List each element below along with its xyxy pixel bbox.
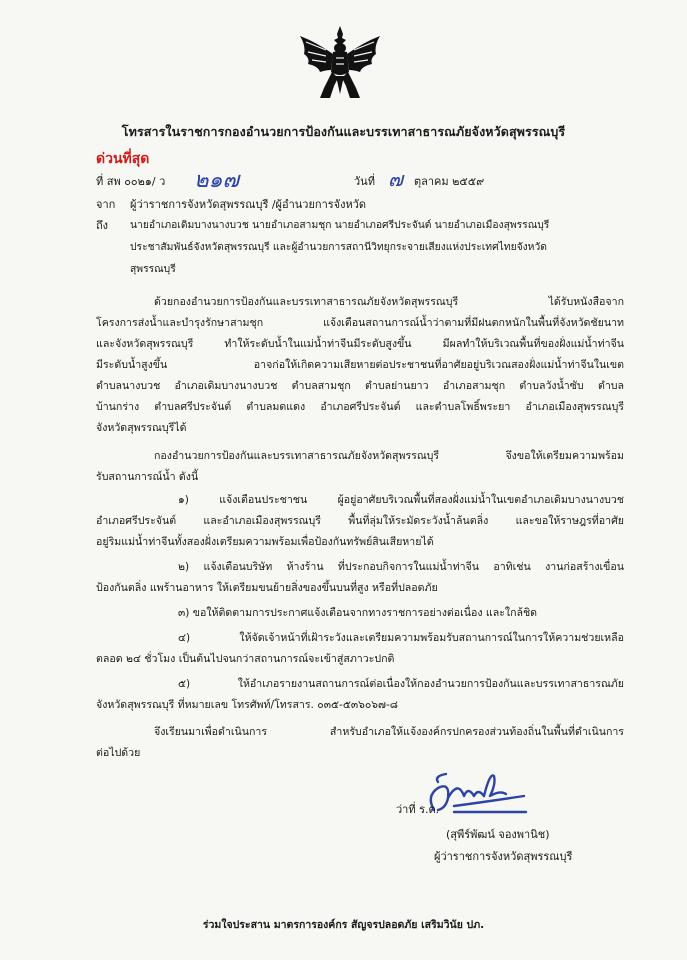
- garuda-emblem-icon: [296, 24, 384, 100]
- date-day: ๗: [388, 167, 404, 191]
- reference-prefix: ที่ สพ ๐๐๒๑/ ว: [96, 175, 166, 188]
- closing-line: ต่อไปด้วย: [96, 747, 141, 759]
- footer-slogan: ร่วมใจประสาน มาตรการองค์กร สัญจรปลอดภัย เสริมวินัย ปภ.: [202, 919, 485, 931]
- body-line: ด้วยกองอำนวยการป้องกันและบรรเทาสาธารณภัยจังหวัดสุพรรณบุรี ได้รับหนังสือจาก: [154, 296, 624, 308]
- signature-title-prefix: ว่าที่ ร.ต.: [396, 803, 440, 816]
- to-line: ประชาสัมพันธ์จังหวัดสุพรรณบุรี และผู้อำนวยการสถานีวิทยุกระจายเสียงแห่งประเทศไทยจังหวัด: [130, 241, 547, 253]
- date-day-label: วันที่: [354, 175, 375, 188]
- body-line: โครงการส่งน้ำและบำรุงรักษาสามชุก แจ้งเตือนสถานการณ์น้ำว่าตามที่มีฝนตกหนักในพื้นที่จังหวัดชัยนาท: [96, 317, 624, 329]
- to-label: ถึง: [96, 219, 109, 232]
- body-line: กองอำนวยการป้องกันและบรรเทาสาธารณภัยจังหวัดสุพรรณบุรี จึงขอให้เตรียมความพร้อม: [154, 450, 624, 462]
- closing-line: จึงเรียนมาเพื่อดำเนินการ สำหรับอำเภอให้แจ้งองค์กรปกครองส่วนท้องถิ่นในพื้นที่ดำเนินการ: [154, 726, 624, 738]
- handwritten-signature-icon: [424, 766, 534, 816]
- date-month-year: ตุลาคม ๒๕๕๙: [414, 175, 485, 188]
- list-item-line: ๑) แจ้งเตือนประชาชน ผู้อยู่อาศัยบริเวณพื้นที่สองฝั่งแม่น้ำในเขตอำเภอเดิมบางนางบวช: [178, 494, 624, 506]
- body-line: มีระดับน้ำสูงขึ้น อาจก่อให้เกิดความเสียหายต่อประชาชนที่อาศัยอยู่บริเวณสองฝั่งแม่น้ำท่าจีนในเขต: [96, 359, 624, 371]
- from-value: ผู้ว่าราชการจังหวัดสุพรรณบุรี /ผู้อำนวยการจังหวัด: [130, 198, 367, 211]
- list-item-line: ๒) แจ้งเตือนบริษัท ห้างร้าน ที่ประกอบกิจการในแม่น้ำท่าจีน อาทิเช่น งานก่อสร้างเขื่อน: [178, 561, 624, 573]
- signatory-name: (สุพีร์พัฒน์ จองพานิช): [446, 828, 550, 841]
- body-line: รับสถานการณ์น้ำ ดังนี้: [96, 471, 199, 483]
- list-item-line: ตลอด ๒๔ ชั่วโมง เป็นต้นไปจนกว่าสถานการณ์จะเข้าสู่สภาวะปกติ: [96, 653, 395, 665]
- to-line: นายอำเภอเดิมบางนางบวช นายอำเภอสามชุก นายอำเภอศรีประจันต์ นายอำเภอเมืองสุพรรณบุรี: [130, 219, 550, 231]
- list-item-line: อำเภอศรีประจันต์ และอำเภอเมืองสุพรรณบุรี พื้นที่ลุ่มให้ระมัดระวังน้ำล้นตลิ่ง และขอให้ราษฎรที่อาศัย: [96, 515, 624, 527]
- reference-number: ๒๑๗: [194, 168, 240, 193]
- list-item-line: จังหวัดสุพรรณบุรี ที่หมายเลข โทรศัพท์/โทรสาร. ๐๓๕-๕๓๖๐๖๗-๘: [96, 699, 398, 711]
- from-label: จาก: [96, 198, 116, 211]
- list-item-line: ๕) ให้อำเภอรายงานสถานการณ์ต่อเนื่องให้กองอำนวยการป้องกันและบรรเทาสาธารณภัย: [178, 678, 624, 690]
- list-item-line: ๓) ขอให้ติดตามการประกาศแจ้งเตือนจากทางราชการอย่างต่อเนื่อง และใกล้ชิด: [178, 607, 538, 619]
- body-line: บ้านกร่าง ตำบลศรีประจันต์ ตำบลมดแดง อำเภอศรีประจันต์ และตำบลโพธิ์พระยา อำเภอเมืองสุพรรณบุรี: [96, 401, 624, 413]
- to-line: สุพรรณบุรี: [130, 263, 176, 275]
- body-line: ตำบลนางบวช อำเภอเดิมบางนางบวช ตำบลสามชุก ตำบลย่านยาว อำเภอสามชุก ตำบลวังน้ำซับ ตำบล: [96, 380, 624, 392]
- list-item-line: ๔) ให้จัดเจ้าหน้าที่เฝ้าระวังและเตรียมความพร้อมรับสถานการณ์ในการให้ความช่วยเหลือ: [178, 632, 624, 644]
- list-item-line: อยู่ริมแม่น้ำท่าจีนทั้งสองฝั่งเตรียมความพร้อมเพื่อป้องกันทรัพย์สินเสียหายได้: [96, 536, 434, 548]
- list-item-line: ป้องกันตลิ่ง แพร้านอาหาร ให้เตรียมขนย้ายสิ่งของขึ้นบนที่สูง หรือที่ปลอดภัย: [96, 582, 438, 594]
- urgency-label: ด่วนที่สุด: [96, 151, 150, 167]
- signatory-position: ผู้ว่าราชการจังหวัดสุพรรณบุรี: [434, 850, 573, 863]
- body-line: จังหวัดสุพรรณบุรีได้: [96, 422, 187, 434]
- document-title: โทรสารในราชการกองอำนวยการป้องกันและบรรเทาสาธารณภัยจังหวัดสุพรรณบุรี: [121, 124, 566, 139]
- body-line: และจังหวัดสุพรรณบุรี ทำให้ระดับน้ำในแม่น้ำท่าจีนมีระดับสูงขึ้น มีผลทำให้บริเวณพื้นที่ของฝั่งแม่น้ำท่าจีน: [96, 338, 624, 350]
